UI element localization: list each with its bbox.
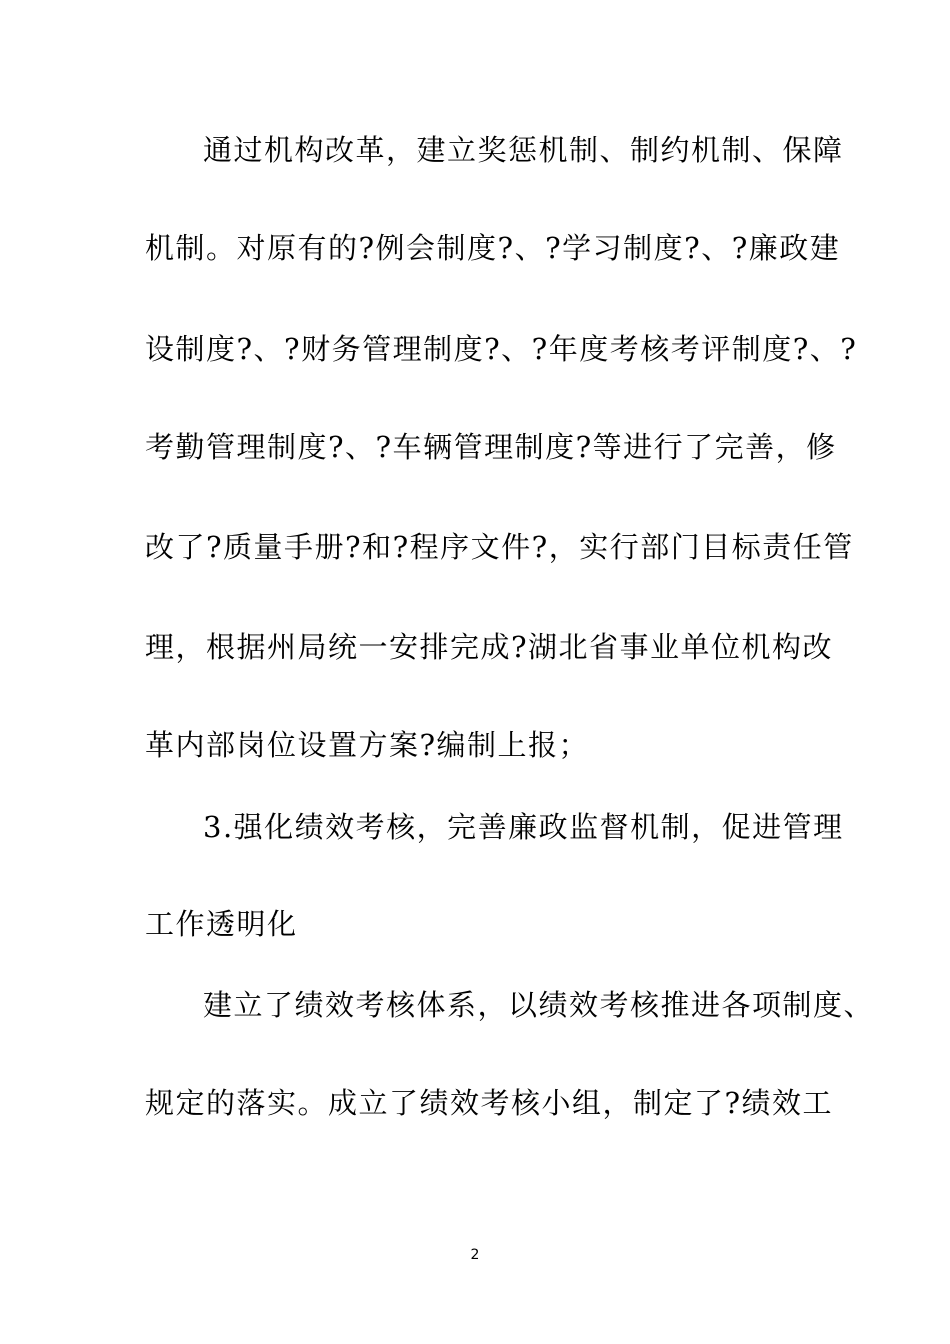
paragraph-line: 考勤管理制度?、?车辆管理制度?等进行了完善，修 [145, 430, 837, 464]
paragraph-line: 理，根据州局统一安排完成?湖北省事业单位机构改 [145, 630, 834, 664]
page-number: 2 [470, 1247, 480, 1263]
section-heading-line: 3.强化绩效考核，完善廉政监督机制，促进管理 [203, 810, 844, 844]
paragraph-line: 通过机构改革，建立奖惩机制、制约机制、保障 [203, 133, 844, 167]
section-heading-line: 工作透明化 [145, 907, 298, 941]
paragraph-line: 建立了绩效考核体系，以绩效考核推进各项制度、 [203, 988, 875, 1022]
paragraph-line: 改了?质量手册?和?程序文件?，实行部门目标责任管 [145, 530, 854, 564]
paragraph-line: 规定的落实。成立了绩效考核小组，制定了?绩效工 [145, 1086, 834, 1120]
paragraph-line: 机制。对原有的?例会制度?、?学习制度?、?廉政建 [145, 231, 841, 265]
paragraph-line: 革内部岗位设置方案?编制上报； [145, 728, 590, 762]
paragraph-line: 设制度?、?财务管理制度?、?年度考核考评制度?、? [145, 332, 858, 366]
